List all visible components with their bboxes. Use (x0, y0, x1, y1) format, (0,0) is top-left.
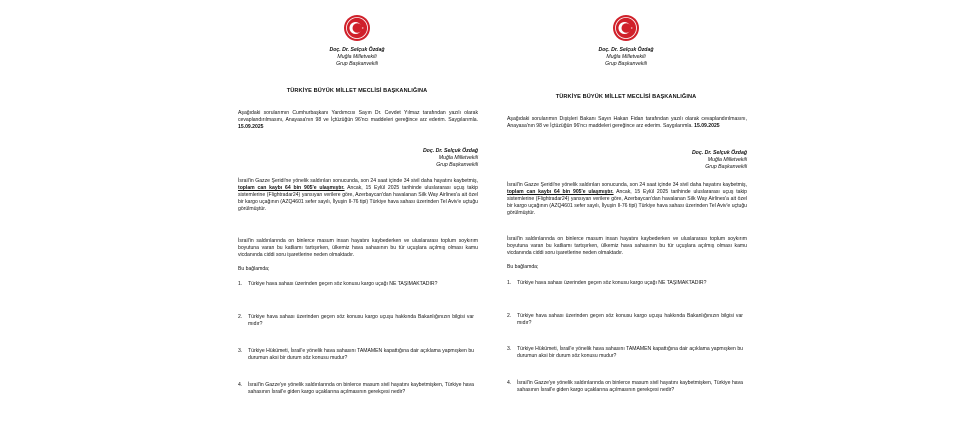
signature-block-mid (692, 150, 747, 171)
question-item: 1. Türkiye hava sahası üzerinden geçen söz konusu kargo uçağı NE TAŞIMAKTADIR? (507, 280, 707, 286)
document-date: 15.09.2025 (238, 124, 264, 130)
body-paragraph-2: İsrail'in saldırılarında on binlerce masum insan hayatını kaybederken ve uluslararası toplum soykırım boyutuna varan bu katliamı tartışırken, ülkemiz hava sahasının bu tür uçuşlara açılmış olması kamu vicdanında ciddi soru işaretlerine neden olmaktadır. (238, 238, 478, 258)
signatory-name: Doç. Dr. Selçuk Özdağ (422, 148, 478, 154)
question-item: 1. Türkiye hava sahası üzerinden geçen söz konusu kargo uçağı NE TAŞIMAKTADIR? (238, 281, 438, 287)
casualty-figure: toplam can kaybı 64 bin 905'e ulaşmıştır. (507, 189, 614, 195)
intro-text: Aşağıdaki sorularımın Cumhurbaşkanı Yardımcısı Sayın Dr. Cevdet Yılmaz tarafından yazılı olarak cevaplandırılmasını, Anayasa'nın 98 ve İçtüzüğün 96'ncı maddeleri gereğince arz ederim. Saygılarımla. (238, 110, 478, 123)
tbmm-emblem-icon (612, 14, 640, 42)
signatory-name: Doç. Dr. Selçuk Özdağ (691, 150, 747, 156)
signatory-title: Grup Başkanvekili (705, 164, 747, 170)
signatory-title: Grup Başkanvekili (336, 61, 378, 67)
question-item: 2. Türkiye hava sahası üzerinden geçen söz konusu kargo uçuşu hakkında Bakanlığınızın bilgisi var mıdır? (507, 313, 743, 326)
question-item: 3. Türkiye Hükümeti, İsrail'e yönelik hava sahasını TAMAMEN kapattığına dair açıklama yapmışken bu durumun aksi bir durum söz konusu mudur? (507, 346, 743, 359)
page-title: TÜRKİYE BÜYÜK MİLLET MECLİSİ BAŞKANLIĞINA (286, 88, 428, 94)
tbmm-emblem-icon (343, 14, 371, 42)
signature-block (503, 47, 749, 68)
document-page-right (503, 0, 755, 437)
body-paragraph-2: İsrail'in saldırılarında on binlerce masum insan hayatını kaybederken ve uluslararası toplum soykırım boyutuna varan bu katliamı tartışırken, ülkemiz hava sahasının bu tür uçuşlara açılmış olması kamu vicdanında ciddi soru işaretlerine neden olmaktadır. (507, 236, 747, 256)
casualty-figure: toplam can kaybı 64 bin 905'e ulaşmıştır. (238, 185, 345, 191)
signatory-name: Doç. Dr. Selçuk Özdağ (329, 47, 385, 53)
question-item: 2. Türkiye hava sahası üzerinden geçen söz konusu kargo uçuşu hakkında Bakanlığınızın bilgisi var mıdır? (238, 314, 474, 327)
lead-in: Bu bağlamda; (238, 266, 270, 272)
signatory-role: Muğla Milletvekili (438, 155, 478, 161)
question-item: 3. Türkiye Hükümeti, İsrail'e yönelik hava sahasını TAMAMEN kapattığına dair açıklama yapmışken bu durumun aksi bir durum söz konusu mudur? (238, 348, 474, 361)
intro-paragraph (238, 110, 478, 131)
signatory-title: Grup Başkanvekili (605, 61, 647, 67)
signatory-role: Muğla Milletvekili (606, 54, 646, 60)
question-item: 4. İsrail'in Gazze'ye yönelik saldırılarında on binlerce masum sivil hayatını kaybetmişken, Türkiye hava sahasının İsrail'e giden kargo uçaklarına açılmasının gerekçesi nedir? (507, 380, 743, 393)
signature-block (234, 47, 480, 68)
signature-block-mid (423, 148, 478, 169)
lead-in: Bu bağlamda; (507, 264, 539, 270)
signatory-role: Muğla Milletvekili (337, 54, 377, 60)
intro-paragraph (507, 116, 747, 130)
body-paragraph-1: İsrail'in Gazze Şeridi'ne yönelik saldırıları sonucunda, son 24 saat içinde 34 sivil daha hayatını kaybetmiş, toplam can kaybı 64 bin 905'e ulaşmıştır. Ancak, 15 Eylül 2025 tarihinde uluslararası uçuş takip sistemlerine (Flightradar24) yansıyan verilere göre, Azerbaycan'dan havalanan Silk Way Airlines'a ait özel bir kargo uçağının (AZQ4601 sefer sayılı, İlyuşin Il-76 tipi) Türkiye hava sahası üzerinden Tel Aviv'e uçtuğu görülmüştür. (238, 178, 478, 212)
signatory-role: Muğla Milletvekili (707, 157, 747, 163)
signatory-title: Grup Başkanvekili (436, 162, 478, 168)
page-title: TÜRKİYE BÜYÜK MİLLET MECLİSİ BAŞKANLIĞINA (555, 94, 697, 100)
signatory-name: Doç. Dr. Selçuk Özdağ (598, 47, 654, 53)
document-date: 15.09.2025 (694, 123, 720, 129)
document-page-left (234, 0, 486, 437)
body-paragraph-1: İsrail'in Gazze Şeridi'ne yönelik saldırıları sonucunda, son 24 saat içinde 34 sivil daha hayatını kaybetmiş, toplam can kaybı 64 bin 905'e ulaşmıştır. Ancak, 15 Eylül 2025 tarihinde uluslararası uçuş takip sistemlerine (Flightradar24) yansıyan verilere göre, Azerbaycan'dan havalanan Silk Way Airlines'a ait özel bir kargo uçağının (AZQ4601 sefer sayılı, İlyuşin Il-76 tipi) Türkiye hava sahası üzerinden Tel Aviv'e uçtuğu görülmüştür. (507, 182, 747, 216)
intro-text: Aşağıdaki sorularımın Dışişleri Bakanı Sayın Hakan Fidan tarafından yazılı olarak cevaplandırılmasını, Anayasa'nın 98 ve İçtüzüğün 96'ncı maddeleri gereğince arz ederim. Saygılarımla. (507, 116, 747, 129)
question-item: 4. İsrail'in Gazze'ye yönelik saldırılarında on binlerce masum sivil hayatını kaybetmişken, Türkiye hava sahasının İsrail'e giden kargo uçaklarına açılmasının gerekçesi nedir? (238, 382, 474, 395)
